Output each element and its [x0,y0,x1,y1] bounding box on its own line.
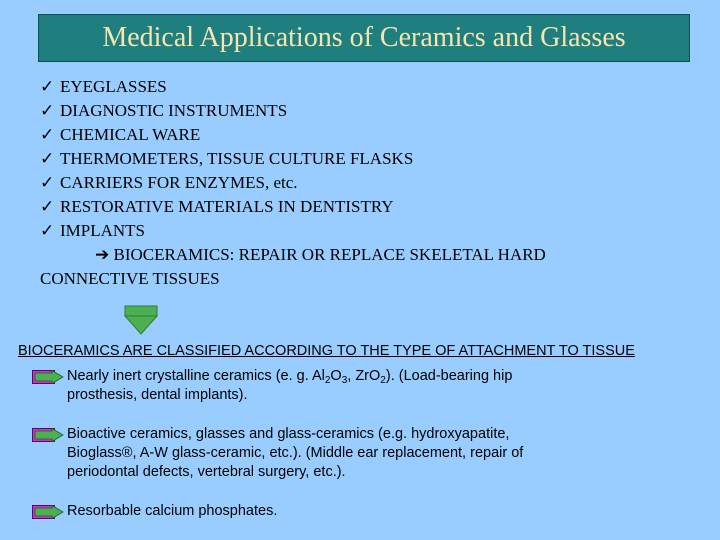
list-item: ✓ THERMOMETERS, TISSUE CULTURE FLASKS [40,147,710,171]
checkmark-icon: ✓ [40,221,55,240]
bioceramics-definition-cont: CONNECTIVE TISSUES [40,269,220,288]
application-checklist [40,75,710,291]
classification-heading: BIOCERAMICS ARE CLASSIFIED ACCORDING TO THE TYPE OF ATTACHMENT TO TISSUE [18,343,635,359]
list-item: ✓ DIAGNOSTIC INSTRUMENTS [40,99,710,123]
right-arrow-icon [32,370,64,384]
right-arrow-icon [32,505,64,519]
class-nearly-inert: Nearly inert crystalline ceramics (e. g. $Al_2O_3$, ZrO$_2$). (Load-bearing hip prosthesis, dental implants). [32,367,702,405]
checkmark-icon: ✓ [40,173,55,192]
title-banner [38,14,690,62]
checkmark-icon: ✓ [40,125,55,144]
class-bioactive: Bioactive ceramics, glasses and glass-ceramics (e.g. hydroxyapatite, Bioglass®, A-W glass-ceramic, etc.). (Middle ear replacement, repair of periodontal defects, vertebral surgery, etc.). [32,425,702,482]
arrow-icon: ➔ [95,245,110,264]
right-arrow-icon [32,428,64,442]
class-resorbable: Resorbable calcium phosphates. [32,502,702,521]
checkmark-icon: ✓ [40,149,55,168]
checkmark-icon: ✓ [40,197,55,216]
checkmark-icon: ✓ [40,77,55,96]
list-item: ✓ CHEMICAL WARE [40,123,710,147]
list-item: ✓ RESTORATIVE MATERIALS IN DENTISTRY [40,195,710,219]
list-item: ✓ CARRIERS FOR ENZYMES, etc. [40,171,710,195]
list-item: ✓ IMPLANTS [40,219,710,243]
bioceramics-definition: ➔ BIOCERAMICS: REPAIR OR REPLACE SKELETAL HARD [95,245,546,264]
checkmark-icon: ✓ [40,101,55,120]
page-title: Medical Applications of Ceramics and Glasses [102,22,626,53]
list-item: ✓ EYEGLASSES [40,75,710,99]
down-arrow-icon [124,305,158,335]
